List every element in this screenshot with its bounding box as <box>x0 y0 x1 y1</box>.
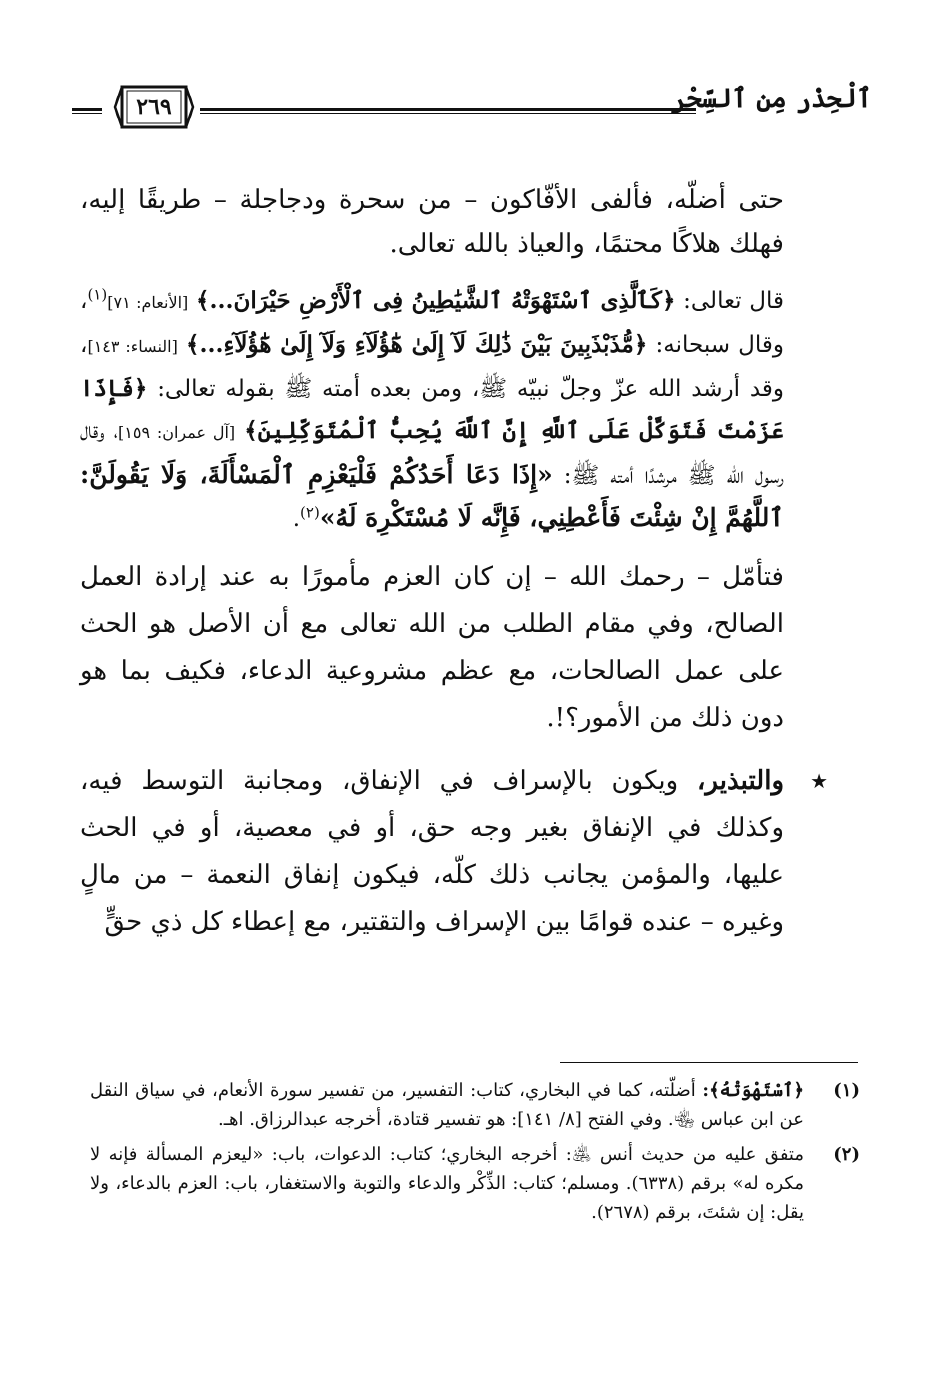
footnote-ref-2[interactable]: (٢) <box>300 503 320 522</box>
paragraph-3: فتأمّل – رحمك الله – إن كان العزم مأمورًا به عند إرادة العمل الصالح، وفي مقام الطلب من الله تعالى مع أن الأصل هو الحث على عمل الصالحات، مع عظم مشروعية الدعاء، فكيف بما هو دون ذلك من الأمور؟!. <box>80 562 784 733</box>
bullet-text: ويكون بالإسراف في الإنفاق، ومجانبة التوسط فيه، وكذلك في الإنفاق بغير وجه حق، أو في معصية، أو في الحث عليها، والمؤمن يجانب ذلك كلّه، فيكون إنفاق النعمة – من مالٍ وغيره – عنده قوامًا بين الإسراف والتقتير، مع إعطاء كل ذي حقٍّ <box>80 766 784 937</box>
connector-2: ، وقد أرشد الله عزّ وجلّ نبيّه ﷺ، ومن بعده أمته ﷺ بقوله تعالى: <box>80 332 784 402</box>
footnotes <box>90 1076 860 1233</box>
connector-3: ، وقال رسول الله ﷺ مرشدًا أمته ﷺ: <box>80 418 784 489</box>
paragraph-2 <box>80 280 784 540</box>
page-header <box>72 80 872 140</box>
footnote-text: أضلّته، كما في البخاري، كتاب: التفسير، من تفسير سورة الأنعام، في سياق النقل عن ابن عباس ﵄. وفي الفتح [٨/ ١٤١]: هو تفسير قتادة، أخرجه عبدالرزاق. اهـ. <box>90 1080 804 1130</box>
quran-verse-1: ﴿كَٱلَّذِى ٱسْتَهْوَتْهُ ٱلشَّيَٰطِينُ فِى ٱلْأَرْضِ حَيْرَانَ...﴾ <box>196 287 676 314</box>
verse-2-citation: [النساء: ١٤٣] <box>87 337 178 356</box>
verse-3-citation: [آل عمران: ١٥٩] <box>118 423 236 442</box>
footnote-number: (١) <box>833 1080 860 1101</box>
bullet-term: والتبذير، <box>696 766 784 796</box>
footnote-1 <box>90 1076 860 1134</box>
footnote-number: (٢) <box>833 1144 860 1165</box>
quran-verse-3: ﴿فَإِذَا عَزَمْتَ فَتَوَكَّلْ عَلَى ٱللَّهِ إِنَّ ٱللَّهَ يُحِبُّ ٱلْمُتَوَكِّلِينَ﴾ <box>80 375 785 444</box>
main-text <box>80 178 828 946</box>
footnote-2 <box>90 1140 860 1227</box>
paragraph-2-end: . <box>292 506 301 532</box>
bullet-item <box>80 758 828 946</box>
connector-1: ، وقال سبحانه: <box>80 288 785 358</box>
intro-text: قال تعالى: <box>683 288 784 314</box>
page-number: ٢٦٩ <box>136 94 172 120</box>
footnote-ref-1[interactable]: (١) <box>87 285 108 304</box>
quran-verse-2: ﴿مُّذَبْذَبِينَ بَيْنَ ذَٰلِكَ لَآ إِلَىٰ هَٰٓؤُلَآءِ وَلَآ إِلَىٰ هَٰٓؤُلَآءِ...﴾ <box>186 331 648 358</box>
running-title: ٱلْحِذْر مِن ٱلسِّحْر <box>671 84 872 114</box>
paragraph-1: حتى أضلّه، فألفى الأفّاكون – من سحرة ودجاجلة – طريقًا إليه، فهلك هلاكًا محتمًا، والعياذ بالله تعالى. <box>80 185 784 259</box>
footnote-text: متفق عليه من حديث أنس ﵁: أخرجه البخاري؛ كتاب: الدعوات، باب: «ليعزم المسألة فإنه لا مكره له» برقم (٦٣٣٨). ومسلم؛ كتاب: الذِّكْر والدعاء والتوبة والاستغفار، باب: العزم بالدعاء، ولا يقل: إن شئتَ، برقم (٢٦٧٨). <box>90 1144 804 1223</box>
header-left-dash <box>72 108 102 114</box>
footnote-separator <box>560 1062 858 1063</box>
hadith-quote: «إِذَا دَعَا أَحَدُكُمْ فَلْيَعْزِمِ ٱلْمَسْأَلَةَ، وَلَا يَقُولَنَّ: ٱللَّهُمَّ إِنْ شِئْتَ فَأَعْطِنِي، فَإِنَّه لَا مُسْتَكْرِهَ لَهُ» <box>80 460 784 532</box>
verse-1-citation: [الأنعام: ٧١] <box>107 293 189 312</box>
page-number-frame <box>112 84 196 130</box>
footnote-term: ﴿ٱسْتَهْوَتْهُ﴾: <box>702 1080 804 1101</box>
header-double-rule <box>200 108 696 114</box>
star-bullet-icon: ★ <box>810 769 828 793</box>
